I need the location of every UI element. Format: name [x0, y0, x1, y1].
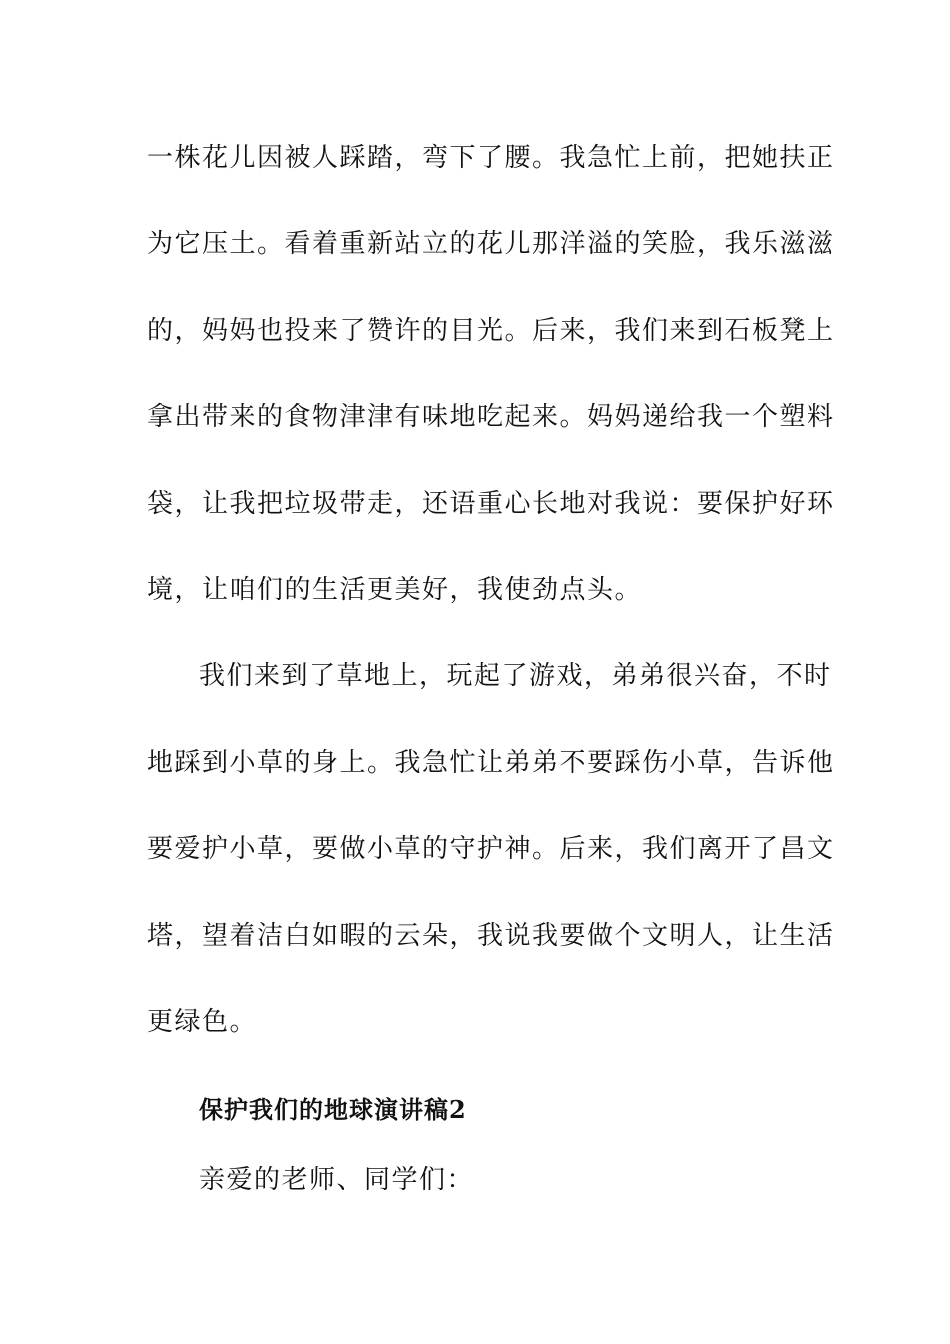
text-line: 一株花儿因被人踩踏，弯下了腰。我急忙上前，把她扶正	[147, 143, 835, 173]
text-line: 境，让咱们的生活更美好，我使劲点头。	[147, 575, 643, 605]
text-line: 的，妈妈也投来了赞许的目光。后来，我们来到石板凳上	[147, 316, 835, 346]
text-line: 为它压土。看着重新站立的花儿那洋溢的笑脸，我乐滋滋	[147, 229, 835, 259]
text-line: 袋，让我把垃圾带走，还语重心长地对我说：要保护好环	[147, 489, 835, 519]
text-line: 地踩到小草的身上。我急忙让弟弟不要踩伤小草，告诉他	[147, 748, 835, 778]
salutation: 亲爱的老师、同学们：	[199, 1165, 475, 1195]
text-line: 更绿色。	[147, 1007, 258, 1037]
section-title: 保护我们的地球演讲稿2	[199, 1095, 467, 1124]
text-line: 塔，望着洁白如暇的云朵，我说我要做个文明人，让生活	[147, 921, 835, 951]
text-line: 拿出带来的食物津津有味地吃起来。妈妈递给我一个塑料	[147, 402, 835, 432]
text-line: 要爱护小草，要做小草的守护神。后来，我们离开了昌文	[147, 834, 835, 864]
text-line: 我们来到了草地上，玩起了游戏，弟弟很兴奋，不时	[199, 661, 832, 691]
